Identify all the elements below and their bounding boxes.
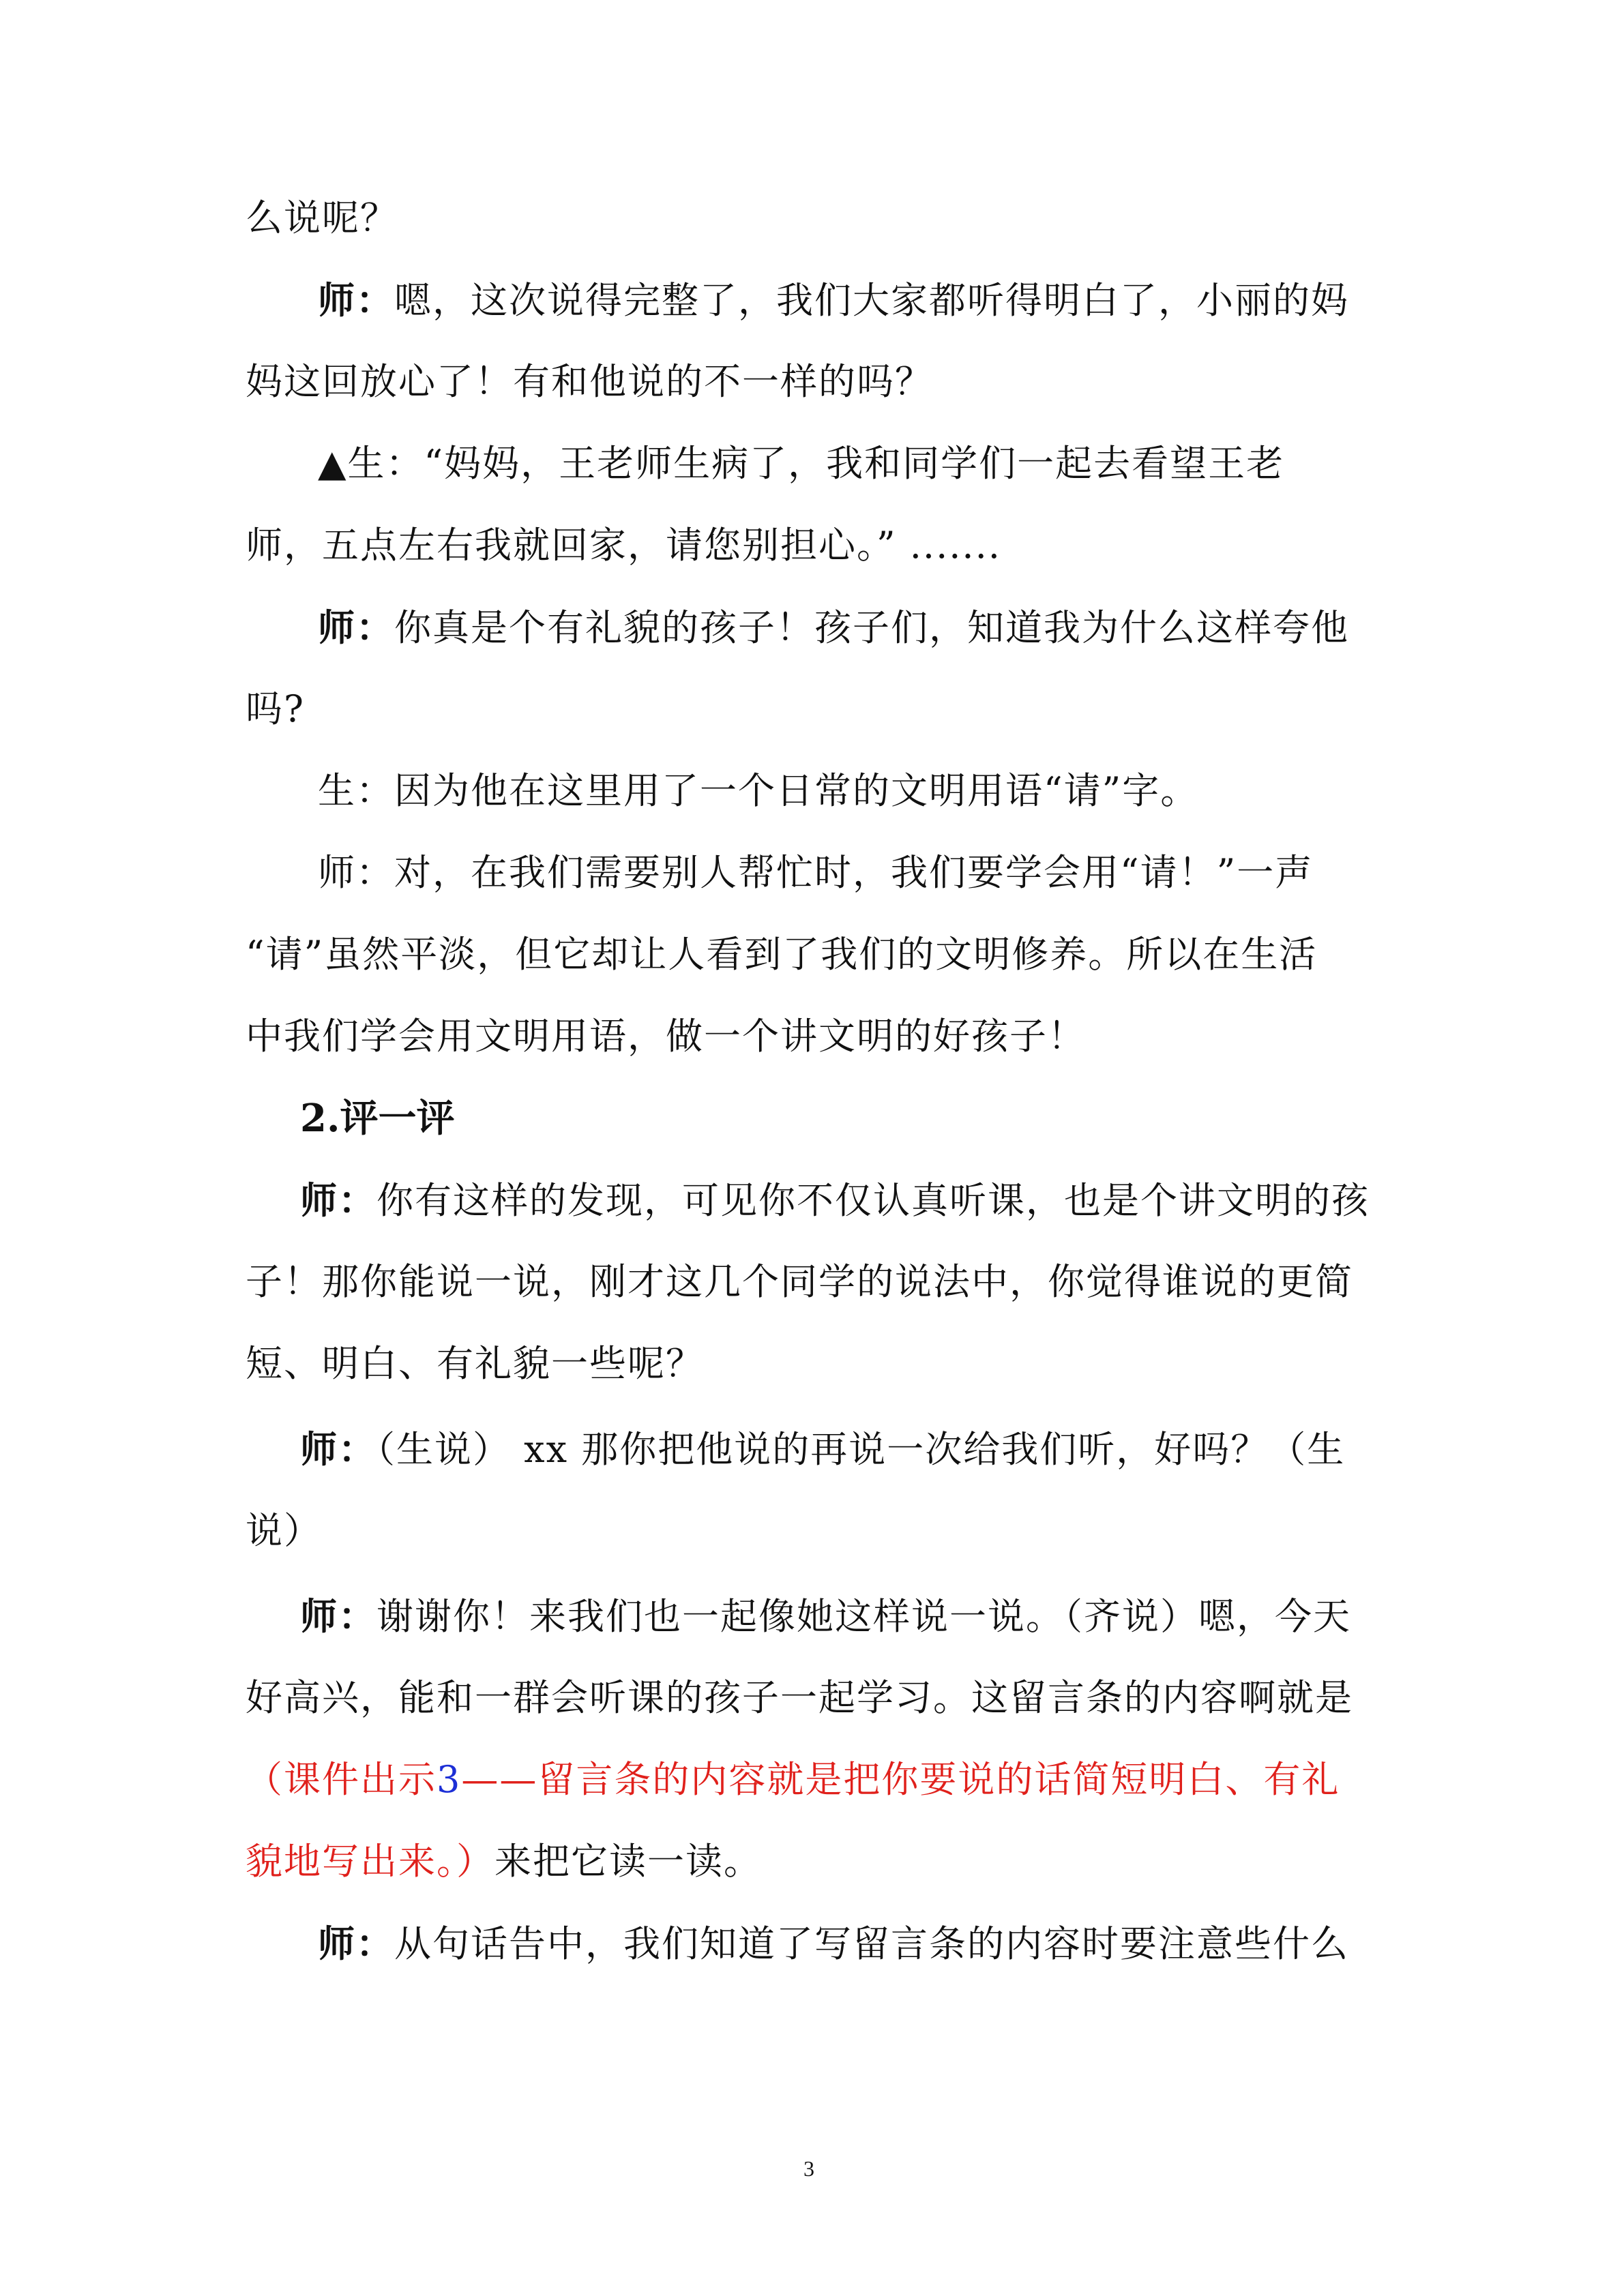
text-line: 短、明白、有礼貌一些呢？ [246, 1342, 704, 1385]
speaker-label: 师： [318, 278, 394, 322]
text-line: 好高兴，能和一群会听课的孩子一起学习。这留言条的内容啊就是 [246, 1676, 1353, 1719]
speaker-label: 师： [300, 1594, 377, 1638]
student-line: 生：因为他在这里用了一个日常的文明用语“请”字。 [318, 769, 1199, 812]
speaker-label: 师： [300, 1178, 377, 1222]
teacher-line: 师：对，在我们需要别人帮忙时，我们要学会用“请！”一声 [318, 851, 1314, 894]
text-line: 说） [246, 1509, 322, 1552]
text-line: 么说呢？ [246, 196, 398, 239]
teacher-line: 师：嗯，这次说得完整了，我们大家都听得明白了，小丽的妈 [318, 278, 1349, 322]
text-line: 子！那你能说一说，刚才这几个同学的说法中，你觉得谁说的更简 [246, 1260, 1353, 1303]
student-line: ▲生：“妈妈，王老师生病了，我和同学们一起去看望王老 [318, 442, 1285, 485]
teacher-line: 师：从句话告中，我们知道了写留言条的内容时要注意些什么 [318, 1922, 1349, 1965]
speaker-label: 师： [318, 1922, 394, 1965]
text-line: 中我们学会用文明用语，做一个讲文明的好孩子！ [246, 1015, 1086, 1058]
highlighted-line: （课件出示3——留言条的内容就是把你要说的话简短明白、有礼 [246, 1758, 1340, 1801]
highlighted-line: 貌地写出来。）来把它读一读。 [246, 1840, 762, 1883]
text-line: “请”虽然平淡，但它却让人看到了我们的文明修养。所以在生活 [246, 933, 1318, 976]
text-line: 妈这回放心了！有和他说的不一样的吗？ [246, 360, 933, 403]
text-line: 吗? [246, 687, 305, 730]
teacher-line: 师：你真是个有礼貌的孩子！孩子们，知道我为什么这样夸他 [318, 606, 1349, 649]
speaker-label: 师： [318, 606, 394, 649]
section-heading: 2.评一评 [300, 1096, 455, 1141]
page-number: 3 [803, 2156, 814, 2181]
triangle-marker-icon: ▲ [318, 442, 348, 485]
teacher-line: 师：（生说） xx 那你把他说的再说一次给我们听，好吗？（生 [300, 1427, 1346, 1471]
speaker-label: 师： [300, 1427, 377, 1471]
teacher-line: 师：谢谢你！来我们也一起像她这样说一说。（齐说）嗯，今天 [300, 1594, 1351, 1638]
teacher-line: 师：你有这样的发现，可见你不仅认真听课，也是个讲文明的孩 [300, 1178, 1370, 1222]
text-line: 师，五点左右我就回家，请您别担心。” ....... [246, 524, 1001, 567]
